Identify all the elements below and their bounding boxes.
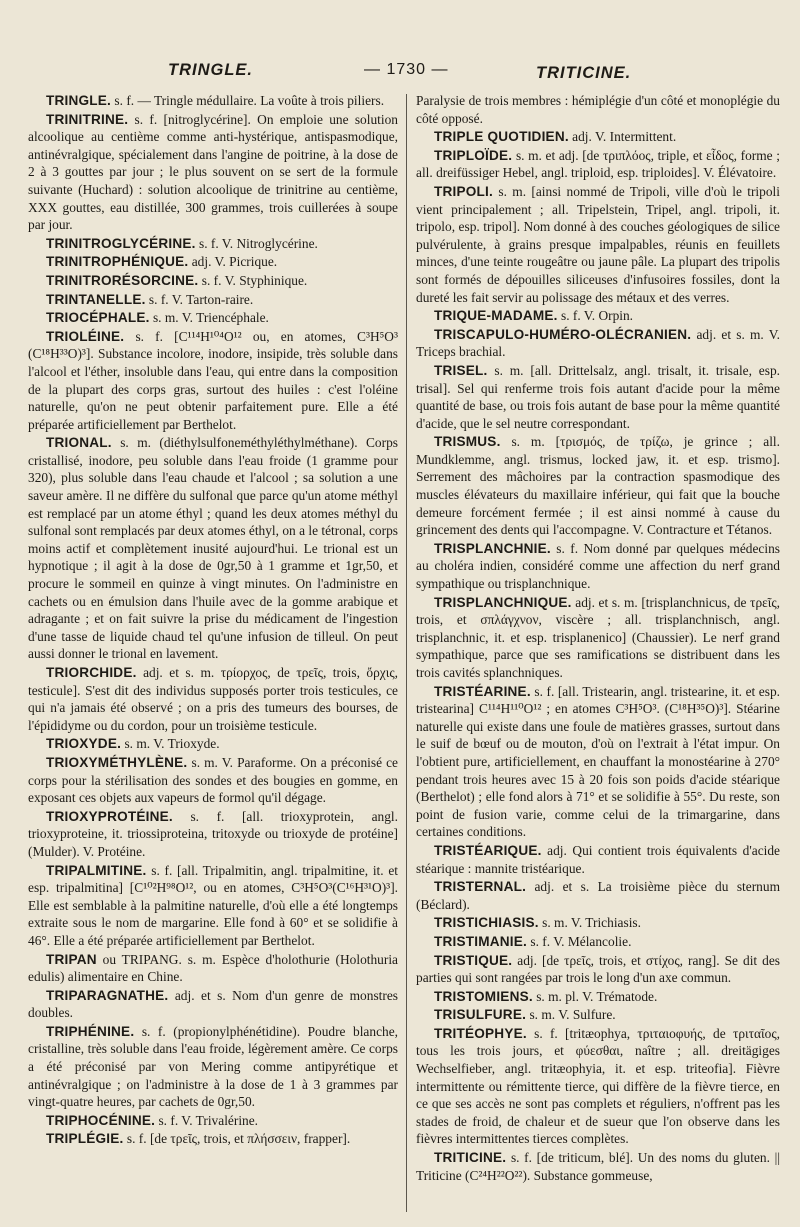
running-header: [0, 58, 800, 88]
dictionary-entry: [416, 128, 780, 146]
dictionary-entry: [416, 1149, 780, 1184]
entry-headword: TRIOXYDE.: [46, 736, 122, 752]
entry-headword: TRIPAN: [46, 951, 97, 967]
dictionary-entry: [416, 914, 780, 932]
entry-definition: s. f. V. Styphinique.: [201, 272, 308, 288]
entry-definition: s. f. [all. Tripalmitin, angl. tripalmitine, it. et esp. tripalmitina] [C¹⁰²H⁹⁸O¹², ou en atomes, C³H⁵O³(C¹⁶H³¹O)³]. Elle est semblable à la palmitine naturelle, d'où elle a été longtemps extraite sous le nom de margarine. Elle fond à 60° et se solidifie à 46°. Elle a été préparée artificiellement par Berthelot.: [28, 862, 398, 948]
entry-headword: TRITÉOPHYE.: [434, 1025, 527, 1041]
dictionary-entry: [28, 291, 398, 309]
entry-definition: s. f. [C¹¹⁴H¹⁰⁴O¹² ou, en atomes, C³H⁵O³ (C¹⁸H³³O)³]. Substance incolore, inodore, insipide, très soluble dans l'alcool et l'éther, insoluble dans l'eau, qui entre dans la composition de la plupart des corps gras, surtout des huiles : c'est l'oléine naturelle, qu'on ne peut obtenir parfaitement pure. Elle a été préparée artificiellement par Berthelot.: [28, 328, 398, 432]
dictionary-entry: [416, 307, 780, 325]
dictionary-entry: [28, 328, 398, 434]
dictionary-entry: [28, 862, 398, 950]
entry-headword: TRISTIMANIE.: [434, 933, 528, 949]
entry-headword: TRIOCÉPHALE.: [46, 310, 150, 326]
entry-headword: TRIPHÉNINE.: [46, 1023, 135, 1039]
entry-definition: s. m. V. Paraforme. On a préconisé ce corps pour la stérilisation des sondes et des bougies en gomme, en exposant ces objets aux vapeurs de formol qu'il dégage.: [28, 754, 398, 806]
entry-headword: TRISULFURE.: [434, 1007, 527, 1023]
dictionary-entry: [28, 664, 398, 734]
dictionary-entry: [416, 540, 780, 593]
entry-headword: TRISTOMIENS.: [434, 988, 533, 1004]
left-column: [28, 92, 398, 1220]
page-number: — 1730 —: [364, 61, 449, 78]
entry-headword: TRISCAPULO-HUMÉRO-OLÉCRANIEN.: [434, 326, 692, 342]
entry-headword: TRIOLÉINE.: [46, 328, 125, 344]
entry-definition: s. f. V. Tarton-raire.: [148, 291, 254, 307]
entry-headword: TRINITRORÉSORCINE.: [46, 272, 199, 288]
entry-headword: TRINGLE.: [46, 93, 112, 108]
entry-headword: TRIOXYPROTÉINE.: [46, 808, 173, 824]
dictionary-entry: [28, 235, 398, 253]
entry-headword: TRISTÉARIQUE.: [434, 842, 542, 858]
column-divider: [406, 94, 407, 1212]
entry-definition: adj. et s. Nom d'un genre de monstres doubles.: [28, 987, 398, 1021]
right-column: [416, 92, 780, 1220]
entry-headword: TRIPLÉGIE.: [46, 1131, 124, 1147]
entry-definition: s. m. [τρισμός, de τρίζω, je grince ; all. Mundklemme, angl. trismus, locked jaw, it. et esp. trismo]. Serrement des mâchoires par la contraction spasmodique des muscles élévateurs du maxillaire inférieur, qui fait que la bouche demeure forcément fermée ; il est ainsi nommé à cause du grincement des dents qui l'accompagne. V. Contracture et Tétanos.: [416, 434, 780, 538]
entry-definition: Paralysie de trois membres : hémiplégie d'un côté et monoplégie du côté opposé.: [416, 93, 780, 126]
entry-headword: TRISTERNAL.: [434, 879, 527, 895]
entry-definition: adj. Qui contient trois équivalents d'acide stéarique : mannite tristéarique.: [416, 842, 780, 876]
entry-headword: TRISPLANCHNIE.: [434, 540, 551, 556]
entry-headword: TRISTICHIASIS.: [434, 915, 539, 931]
dictionary-entry: [416, 683, 780, 841]
dictionary-entry: [416, 1025, 780, 1148]
dictionary-entry: [28, 754, 398, 807]
entry-headword: TRIPLE QUOTIDIEN.: [434, 129, 569, 145]
dictionary-entry: [28, 272, 398, 290]
entry-definition: s. f. [tritæophya, τριταιοφυής, de τριταῖος, tous les trois jours, et φύεσθαι, naître ; all. dreitägiges Wechselfieber, angl. tritæophyia, it. et esp. triteofia]. Fièvre intermittente ou rémittente tierce, qui diffère de la fièvre tierce, en ce que ses accès ne sont pas complets et réguliers, n'offrent pas les stades de froid, de chaleur et de sueur que l'on observe dans les fièvres intermittentes tierces complètes.: [416, 1025, 780, 1147]
entry-definition: adj. V. Intermittent.: [572, 129, 677, 145]
entry-headword: TRIONAL.: [46, 435, 112, 451]
entry-headword: TRITICINE.: [434, 1150, 507, 1166]
entry-headword: TRISTIQUE.: [434, 952, 513, 968]
entry-definition: s. f. V. Orpin.: [560, 308, 634, 324]
entry-headword: TRINITROPHÉNIQUE.: [46, 254, 189, 270]
entry-definition: adj. V. Picrique.: [191, 254, 278, 270]
entry-definition: s. m. [all. Drittelsalz, angl. trisalt, it. trisale, esp. trisal]. Sel qui renferme trois fois autant d'acide pour la même quantité de base, ou trois fois autant de base pour la même quantité d'acide, que le sel neutre correspondant.: [416, 362, 780, 431]
entry-headword: TRINITRINE.: [46, 111, 129, 127]
entry-headword: TRIPALMITINE.: [46, 862, 147, 878]
entry-headword: TRISMUS.: [434, 434, 501, 450]
entry-definition: s. m. V. Trichiasis.: [542, 915, 641, 931]
entry-definition: s. m. [ainsi nommé de Tripoli, ville d'où le tripoli vient principalement ; all. Tripelstein, Tripel, angl. tripoli, it. tripolo, esp. tripol]. Nom donné à des couches géologiques de silice pulvérulente, à grains presque impalpables, réunis en feuillets minces, d'une teinte rougeâtre ou jaune pâle. La plupart des tripolis sont formés de dépouilles siliceuses d'infusoires fossiles, dont la dureté les fait servir au polissage des métaux et des verres.: [416, 183, 780, 305]
entry-definition: s. f. — Tringle médullaire. La voûte à trois piliers.: [114, 93, 385, 108]
dictionary-entry: [416, 326, 780, 361]
entry-headword: TRIQUE-MADAME.: [434, 308, 558, 324]
dictionary-entry: [28, 1023, 398, 1111]
entry-definition: s. f. V. Nitroglycérine.: [198, 235, 318, 251]
dictionary-entry: [28, 951, 398, 986]
entry-headword: TRIPOLI.: [434, 183, 493, 199]
entry-headword: TRIOXYMÉTHYLÈNE.: [46, 754, 188, 770]
entry-headword: TRIPHOCÉNINE.: [46, 1112, 156, 1128]
entry-definition: adj. [de τρεῖς, trois, et στίχος, rang]. Se dit des parties qui sont rangées par trois le long d'un axe commun.: [416, 952, 780, 986]
dictionary-entry: [28, 92, 398, 110]
dictionary-entry: [416, 1006, 780, 1024]
entry-definition: s. m. V. Triencéphale.: [152, 310, 269, 326]
dictionary-entry: [28, 1112, 398, 1130]
entry-definition: s. f. Nom donné par quelques médecins au choléra indien, considéré comme une affection du nerf grand sympathique ou trisplanchnique.: [416, 540, 780, 592]
entry-headword: TRINTANELLE.: [46, 291, 146, 307]
dictionary-entry: [28, 1130, 398, 1148]
dictionary-entry: [28, 987, 398, 1022]
dictionary-entry: [28, 808, 398, 861]
entry-headword: TRIORCHIDE.: [46, 665, 137, 680]
entry-headword: TRINITROGLYCÉRINE.: [46, 235, 196, 251]
entry-headword: TRISTÉARINE.: [434, 683, 531, 699]
dictionary-entry: [416, 952, 780, 987]
entry-definition: s. f. V. Mélancolie.: [530, 933, 632, 949]
dictionary-entry: [416, 147, 780, 182]
dictionary-entry: [416, 988, 780, 1006]
dictionary-entry: [416, 842, 780, 877]
entry-definition: s. f. V. Trivalérine.: [158, 1112, 259, 1128]
entry-definition: s. m. V. Trioxyde.: [124, 736, 220, 752]
entry-headword: TRIPLOÏDE.: [434, 147, 513, 163]
entry-definition: s. m. (diéthylsulfoneméthyléthylméthane). Corps cristallisé, inodore, peu soluble dans l'eau froide (1 gramme pour 320), plus soluble dans l'eau chaude et l'alcool ; sa solution a une saveur amère. Il ne diffère du sulfonal que parce qu'un atome méthyl est remplacé par un atome éthyl ; quand les deux atomes méthyl du sulfonal sont remplacés par deux atomes éthyl, on a le tétronal, corps moins actif et complètement inusité aujourd'hui. Le trional est un hypnotique ; il agit à la dose de 0gr,50 à 1 gramme et 1gr,50, et procure le sommeil en quinze à vingt minutes. On l'administre en cachets ou en émulsion dans l'huile avec de la gomme arabique et adragante ; et on fait suivre la prise du médicament de l'ingestion d'une tasse de liquide chaud tel qu'une infusion de tilleul. On peut aussi donner le trional en lavement.: [28, 435, 398, 662]
dictionary-entry: [416, 433, 780, 539]
entry-definition: s. f. [all. trioxyprotein, angl. trioxyproteine, it. triossiproteina, tritoxyde ou trioxyde de protéine] (Mulder). V. Protéine.: [28, 808, 398, 859]
entry-definition: ou TRIPANG. s. m. Espèce d'holothurie (Holothuria edulis) alimentaire en Chine.: [28, 951, 398, 985]
entry-definition: s. f. [de triticum, blé]. Un des noms du gluten. || Triticine (C²⁴H²²O²²). Substance gommeuse,: [416, 1150, 780, 1183]
entry-definition: s. f. [nitroglycérine]. On emploie une solution alcoolique au centième comme anti-hystérique, antispasmodique, antinévralgique, spécialement dans l'angine de poitrine, à la dose de 2 à 3 gouttes par jour ; le plus souvent on se sert de la formule suivante (Huchard) : solution alcoolique de trinitrine au centième, XXX gouttes, eau distillée, 300 grammes, trois cuillerées à soupe par jour.: [28, 111, 398, 233]
dictionary-entry: [28, 434, 398, 663]
entry-definition: adj. et s. La troisième pièce du sternum (Béclard).: [416, 879, 780, 912]
dictionary-entry: [416, 933, 780, 951]
entry-definition: adj. et s. m. [trisplanchnicus, de τρεῖς, trois, et σπλάγχνον, viscère ; all. trisplanchnisch, angl. trisplanchnic, it. et esp. trisplanenico] (Chaussier). Le nerf grand sympathique, parce que ses ramifications se distribuent dans les trois cavités splanchniques.: [416, 594, 780, 680]
dictionary-entry: [416, 92, 780, 127]
header-right-guide-word: TRITICINE.: [536, 64, 632, 82]
dictionary-entry: [28, 253, 398, 271]
dictionary-entry: [416, 594, 780, 682]
dictionary-entry: [416, 878, 780, 913]
entry-definition: s. f. [de τρεῖς, trois, et πλήσσειν, frapper].: [126, 1131, 351, 1147]
entry-definition: s. f. (propionylphénétidine). Poudre blanche, cristalline, très soluble dans l'eau froide, légèrement amère. Ce corps a été préconisé par von Mering comme antipyrétique et antinévralgique ; on l'administre à la dose de 1 à 3 grammes par vingt-quatre heures, par cachets de 0gr,50.: [28, 1023, 398, 1110]
entry-definition: adj. et s. m. τρίορχος, de τρεῖς, trois, ὄρχις, testicule]. S'est dit des individus supposés porter trois testicules, ce qui n'a jamais été observé ; on a pris des tumeurs des bourses, de l'épididyme ou du cordon, pour un troisième testicule.: [28, 665, 398, 733]
entry-definition: s. m. et adj. [de τριπλόος, triple, et εἶδος, forme ; all. dreifüssiger Hebel, angl. triploid, esp. triploides]. V. Élévatoire.: [416, 147, 780, 181]
header-left-guide-word: TRINGLE.: [168, 61, 253, 79]
entry-definition: adj. et s. m. V. Triceps brachial.: [416, 326, 780, 360]
entry-headword: TRISEL.: [434, 362, 488, 378]
dictionary-entry: [28, 111, 398, 234]
entry-headword: TRISPLANCHNIQUE.: [434, 594, 572, 610]
entry-headword: TRIPARAGNATHE.: [46, 987, 169, 1003]
entry-definition: s. m. pl. V. Trématode.: [536, 988, 658, 1004]
entry-definition: s. m. V. Sulfure.: [529, 1007, 616, 1023]
dictionary-entry: [416, 183, 780, 306]
dictionary-entry: [28, 735, 398, 753]
dictionary-entry: [416, 362, 780, 432]
dictionary-entry: [28, 309, 398, 327]
entry-definition: s. f. [all. Tristearin, angl. tristearine, it. et esp. tristearina] C¹¹⁴H¹¹⁰O¹² ; en atomes C³H⁵O³. (C¹⁸H³⁵O)³]. Stéarine naturelle qui existe dans une foule de matières grasses, surtout dans le suif de bœuf ou de mouton, d'où on l'extrait à l'état impur. On l'obtient pure, artificiellement, en chauffant la monostéarine à 270° pendant trois heures avec 15 à 20 fois son poids d'acide stéarique (Berthelot) ; elle fond alors à 71° et se solidifie à 55°. Du reste, son point de fusion varie, comme celui de la trimargarine, dans certaines conditions.: [416, 683, 780, 840]
